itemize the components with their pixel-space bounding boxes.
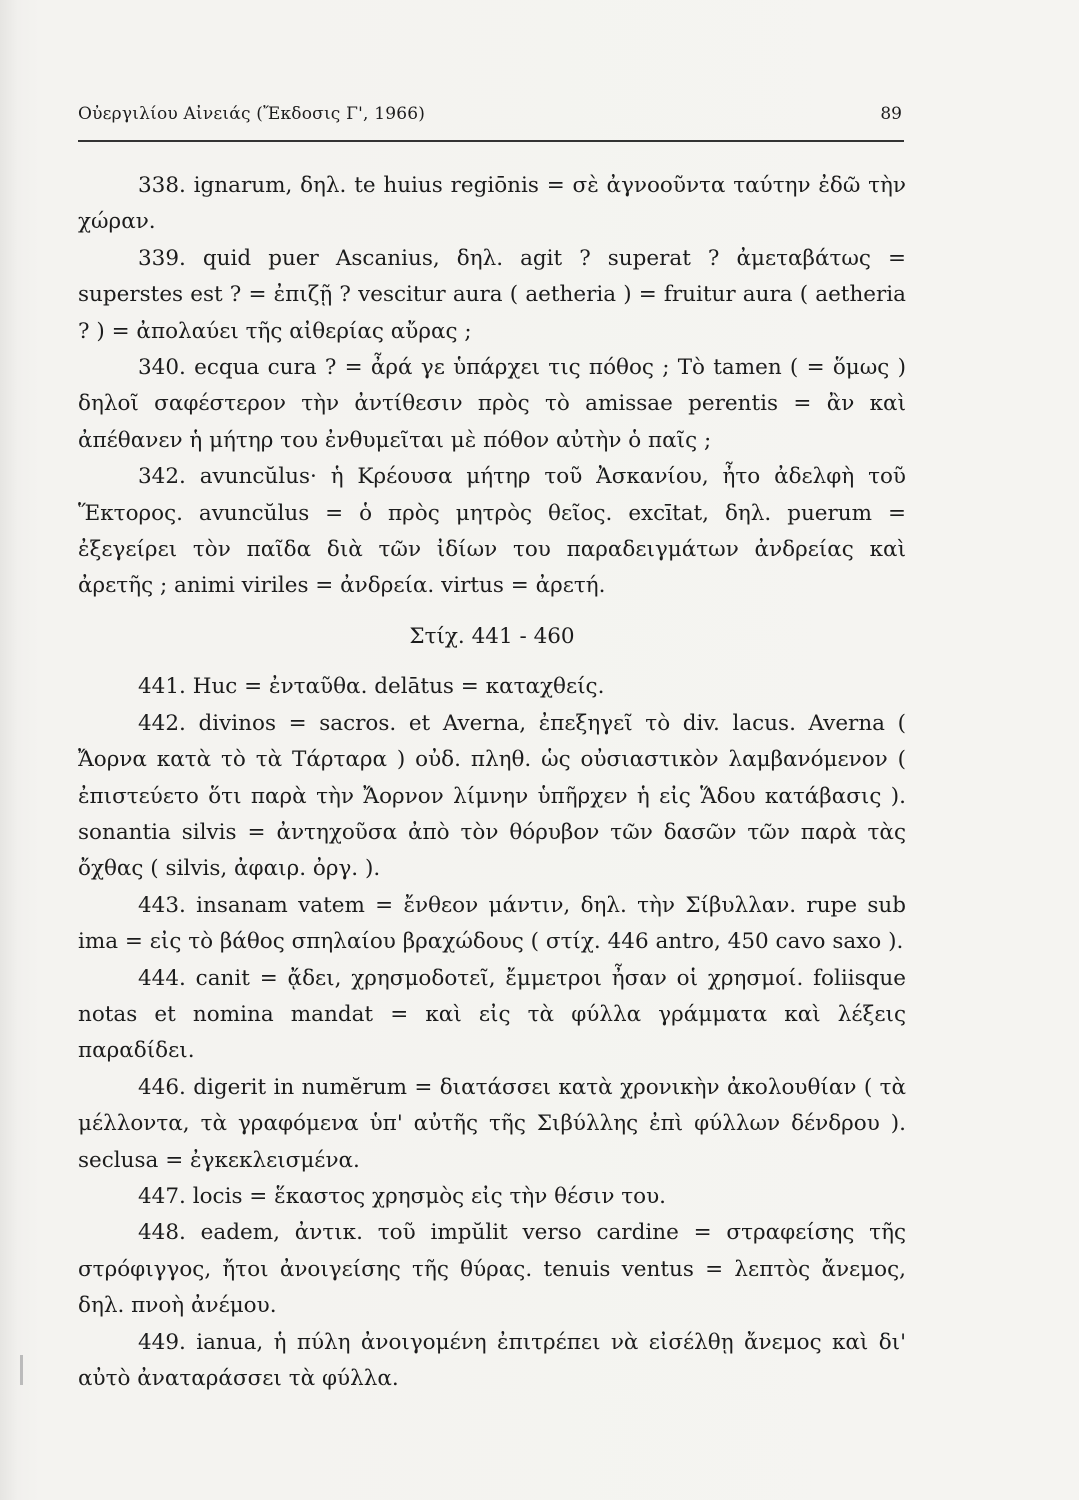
note-449: 449. ianua, ἡ πύλη ἀνοιγομένη ἐπιτρέπει νὰ εἰσέλθῃ ἄνεμος καὶ δι' αὐτὸ ἀναταράσσει τὰ φύλλα. [78, 1329, 906, 1391]
note-443: 443. insanam vatem = ἔνθεον μάντιν, δηλ. τὴν Σίβυλλαν. rupe sub ima = εἰς τὸ βάθος σπηλαίου βραχώδους ( στίχ. 446 antro, 450 cavo saxo ). [78, 892, 906, 955]
scan-artifact [20, 1355, 23, 1385]
note-442: 442. divinos = sacros. et Averna, ἐπεξηγεῖ τὸ div. lacus. Averna ( Ἄορνα κατὰ τὸ τὰ Τάρταρα ) οὐδ. πληθ. ὡς οὐσιαστικὸν λαμβανόμενον ( ἐπιστεύετο ὅτι παρὰ τὴν Ἄορνον λίμνην ὑπῆρχεν ἡ εἰς Ἅδου κατάβασις ). sonantia silvis = ἀντηχοῦσα ἀπὸ τὸν θόρυβον τῶν δασῶν τῶν παρὰ τὰς ὄχθας ( silvis, ἀφαιρ. ὀργ. ). [78, 710, 906, 882]
note-340: 340. ecqua cura ? = ἆρά γε ὑπάρχει τις πόθος ; Τὸ tamen ( = ὅμως ) δηλοῖ σαφέστερον τὴν ἀντίθεσιν πρὸς τὸ amissae perentis = ἂν καὶ ἀπέθανεν ἡ μήτηρ του ἐνθυμεῖται μὲ πόθον αὐτὴν ὁ παῖς ; [78, 355, 906, 453]
section-heading: Στίχ. 441 - 460 [409, 623, 575, 649]
note-338: 338. ignarum, δηλ. te huius regiōnis = σὲ ἀγνοοῦντα ταύτην ἐδῶ τὴν χώραν. [78, 173, 906, 235]
note-441: 441. Huc = ἐνταῦθα. delātus = καταχθείς. [138, 674, 605, 700]
commentary-body [78, 168, 906, 1397]
note-446: 446. digerit in numĕrum = διατάσσει κατὰ χρονικὴν ἀκολουθίαν ( τὰ μέλλοντα, τὰ γραφόμενα ὑπ' αὐτῆς τῆς Σιβύλλης ἐπὶ φύλλων δένδρου ). seclusa = ἐγκεκλεισμένα. [78, 1074, 906, 1173]
note-342: 342. avuncŭlus· ἡ Κρέουσα μήτηρ τοῦ Ἀσκανίου, ἦτο ἀδελφὴ τοῦ Ἕκτορος. avuncŭlus = ὁ πρὸς μητρὸς θεῖος. excītat, δηλ. puerum = ἐξεγείρει τὸν παῖδα διὰ τῶν ἰδίων του παραδειγμάτων ἀνδρείας καὶ ἀρετῆς ; animi viriles = ἀνδρεία. virtus = ἀρετή. [78, 464, 906, 599]
page-number: 89 [880, 104, 902, 124]
note-448: 448. eadem, ἀντικ. τοῦ impŭlit verso cardine = στραφείσης τῆς στρόφιγγος, ἤτοι ἀνοιγείσης τῆς θύρας. tenuis ventus = λεπτὸς ἄνεμος, δηλ. πνοὴ ἀνέμου. [78, 1220, 906, 1319]
running-header [78, 100, 904, 142]
note-447: 447. locis = ἕκαστος χρησμὸς εἰς τὴν θέσιν του. [138, 1183, 667, 1209]
header-title: Οὐεργιλίου Αἰνειάς (Ἔκδοσις Γ', 1966) [78, 104, 426, 124]
note-339: 339. quid puer Ascanius, δηλ. agit ? superat ? ἀμεταβάτως = superstes est ? = ἐπιζῇ ? vescitur aura ( aetheria ) = fruitur aura ( aetheria ? ) = ἀπολαύει τῆς αἰθερίας αὔρας ; [78, 245, 906, 344]
note-444: 444. canit = ᾄδει, χρησμοδοτεῖ, ἔμμετροι ἦσαν οἱ χρησμοί. foliisque notas et nomina mandat = καὶ εἰς τὰ φύλλα γράμματα καὶ λέξεις παραδίδει. [78, 965, 906, 1064]
